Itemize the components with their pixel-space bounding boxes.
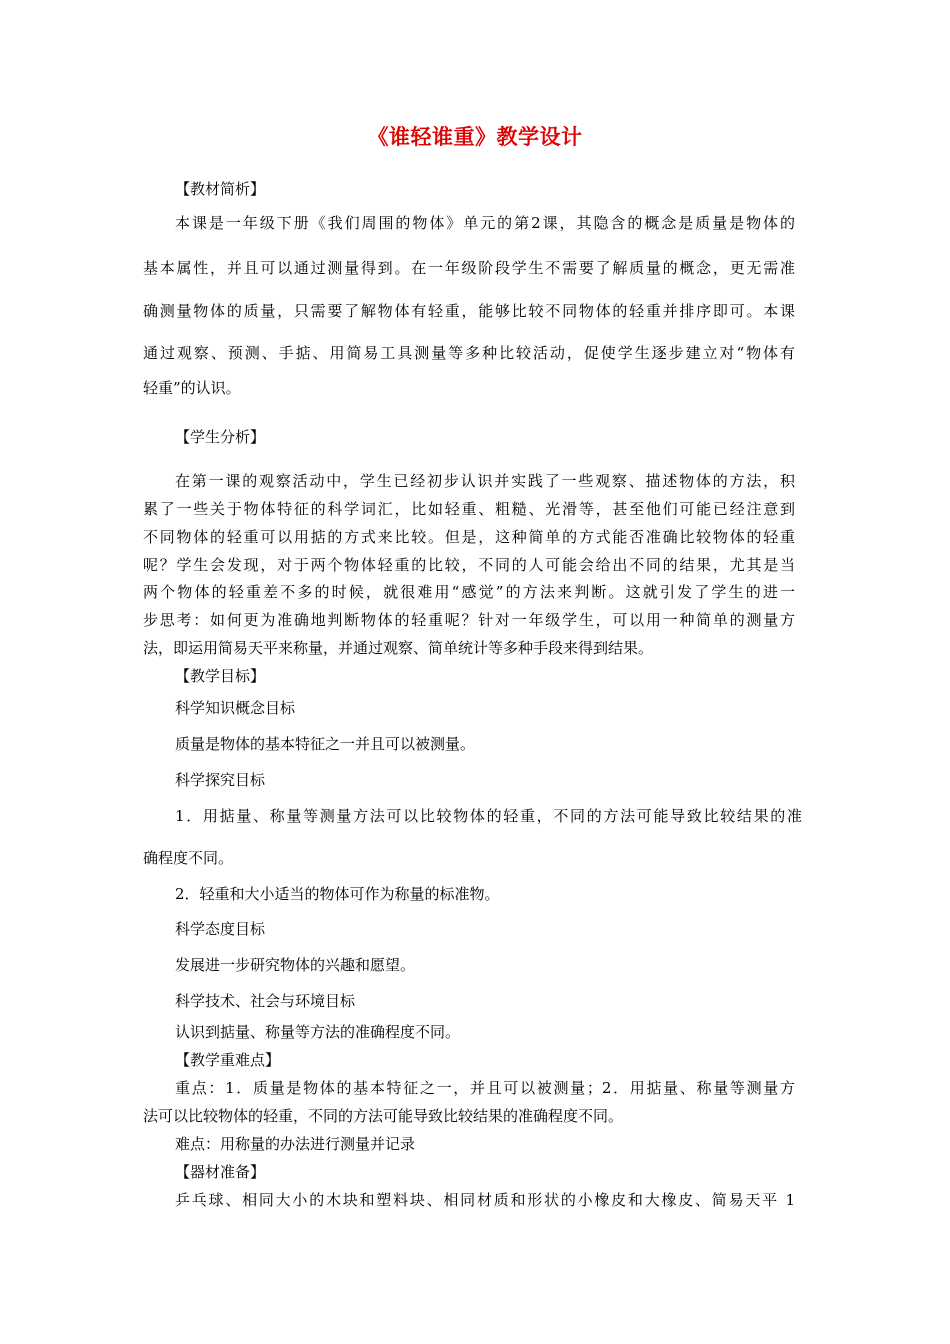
student-line-1: 在第一课的观察活动中，学生已经初步认识并实践了一些观察、描述物体的方法，积 <box>175 472 795 490</box>
goal-inquiry-item-1: 1．用掂量、称量等测量方法可以比较物体的轻重，不同的方法可能导致比较结果的准 <box>175 807 802 825</box>
textbook-line-3: 确测量物体的质量，只需要了解物体有轻重，能够比较不同物体的轻重并排序即可。本课 <box>143 302 795 320</box>
goal-sts-title: 科学技术、社会与环境目标 <box>175 992 356 1010</box>
student-line-3: 不同物体的轻重可以用掂的方式来比较。但是，这种简单的方式能否准确比较物体的轻重 <box>143 528 795 546</box>
key-point-line-2: 法可以比较物体的轻重，不同的方法可能导致比较结果的准确程度不同。 <box>143 1107 624 1125</box>
document-title: 《谁轻谁重》教学设计 <box>367 124 583 149</box>
goal-knowledge-title: 科学知识概念目标 <box>175 699 296 717</box>
difficulty-line: 难点：用称量的办法进行测量并记录 <box>175 1135 416 1153</box>
student-line-4: 呢？学生会发现，对于两个物体轻重的比较，不同的人可能会给出不同的结果，尤其是当 <box>143 556 795 574</box>
student-line-2: 累了一些关于物体特征的科学词汇，比如轻重、粗糙、光滑等，甚至他们可能已经注意到 <box>143 500 795 518</box>
goal-attitude-title: 科学态度目标 <box>175 920 266 938</box>
student-line-7: 法，即运用简易天平来称量，并通过观察、简单统计等多种手段来得到结果。 <box>143 639 654 657</box>
student-analysis-heading: 【学生分析】 <box>175 428 266 446</box>
textbook-line-2: 基本属性，并且可以通过测量得到。在一年级阶段学生不需要了解质量的概念，更无需准 <box>143 259 795 277</box>
key-point-line-1: 重点：1．质量是物体的基本特征之一，并且可以被测量；2．用掂量、称量等测量方 <box>175 1079 795 1097</box>
goal-inquiry-title: 科学探究目标 <box>175 771 266 789</box>
student-line-6: 步思考：如何更为准确地判断物体的轻重呢？针对一年级学生，可以用一种简单的测量方 <box>143 611 795 629</box>
materials-line: 乒乓球、相同大小的木块和塑料块、相同材质和形状的小橡皮和大橡皮、简易天平 1 <box>175 1191 795 1209</box>
goal-inquiry-item-1-cont: 确程度不同。 <box>143 849 234 867</box>
teaching-goals-heading: 【教学目标】 <box>175 667 266 685</box>
goal-inquiry-item-2: 2．轻重和大小适当的物体可作为称量的标准物。 <box>175 885 500 903</box>
textbook-line-1: 本课是一年级下册《我们周围的物体》单元的第2课，其隐含的概念是质量是物体的 <box>175 214 795 232</box>
textbook-analysis-heading: 【教材简析】 <box>175 180 266 198</box>
goal-knowledge-text: 质量是物体的基本特征之一并且可以被测量。 <box>175 735 476 753</box>
student-line-5: 两个物体的轻重差不多的时候，就很难用“感觉”的方法来判断。这就引发了学生的进一 <box>143 583 795 601</box>
materials-heading: 【器材准备】 <box>175 1163 266 1181</box>
goal-attitude-text: 发展进一步研究物体的兴趣和愿望。 <box>175 956 416 974</box>
textbook-line-5: 轻重”的认识。 <box>143 379 241 397</box>
textbook-line-4: 通过观察、预测、手掂、用简易工具测量等多种比较活动，促使学生逐步建立对“物体有 <box>143 344 795 362</box>
goal-sts-text: 认识到掂量、称量等方法的准确程度不同。 <box>175 1023 461 1041</box>
key-points-heading: 【教学重难点】 <box>175 1051 281 1069</box>
